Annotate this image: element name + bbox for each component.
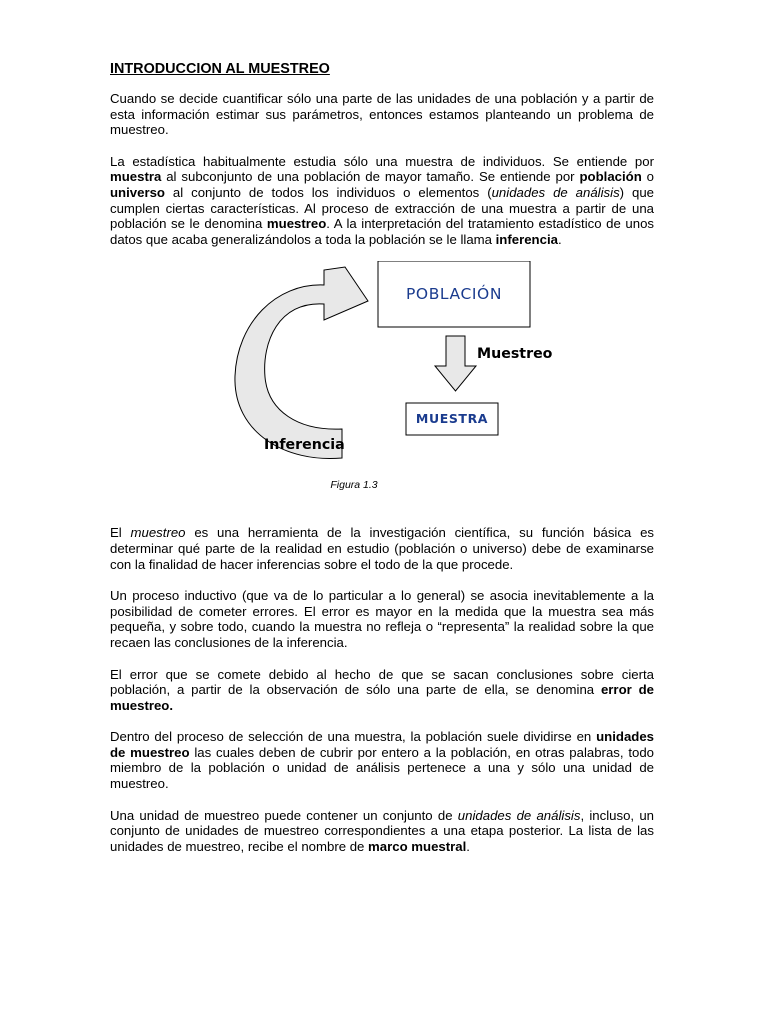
paragraph-7 [110, 808, 654, 855]
p3-term-muestreo: muestreo [130, 525, 186, 541]
paragraph-1: Cuando se decide cuantificar sólo una parte de las unidades de una población y a partir de esta información estimar sus parámetros, entonces estamos planteando un problema de muestreo. [110, 91, 654, 138]
p6-text-2: las cuales deben de cubrir por entero a la población, en otras palabras, todo miembro de la población o unidad de análisis pertenece a una y sólo una unidad de muestreo. [110, 744, 654, 792]
paragraph-4: Un proceso inductivo (que va de lo particular a lo general) se asocia inevitablemente a la posibilidad de cometer errores. El error es mayor en la medida que la muestra sea más pequeña, y sobre todo, cuando la muestra no refleja o “representa” la realidad sobre la que recaen las conclusiones de la inferencia. [110, 588, 654, 650]
p7-term-unidades-analisis: unidades de análisis [457, 807, 581, 823]
document-body [110, 61, 654, 870]
p2-text-6: . A la interpretación del tratamiento estadístico de unos datos que acaba generalizándolos a toda la población se le llama [110, 216, 654, 247]
p7-text-2: , incluso, un conjunto de unidades de muestreo correspondientes a una etapa posterior. La lista de las unidades de muestreo, recibe el nombre de [110, 807, 654, 854]
term-unidades-analisis: unidades de análisis [491, 184, 620, 200]
term-marco-muestral: marco muestral [368, 838, 467, 854]
p3-text-1: El [110, 525, 131, 541]
muestra-label: MUESTRA [415, 411, 489, 427]
paragraph-3 [110, 525, 654, 572]
paragraph-5 [110, 667, 654, 714]
paragraph-2 [110, 154, 654, 248]
p3-text-2: es una herramienta de la investigación científica, su función básica es determinar qué parte de la realidad en estudio (población o universo) debe de examinarse con la finalidad de hacer inferencias sobre el todo de la que procede. [110, 525, 655, 572]
p2-text-3: o [641, 169, 655, 185]
p6-text-1: Dentro del proceso de selección de una muestra, la población suele dividirse en [110, 729, 597, 745]
term-unidades-de-muestreo: unidades de muestreo [110, 729, 654, 760]
p5-text-1: El error que se comete debido al hecho de que se sacan conclusiones sobre cierta población, a partir de la observación de sólo una parte de ella, se denomina [110, 666, 654, 698]
term-inferencia: inferencia [495, 231, 558, 247]
term-universo: universo [110, 184, 165, 200]
p2-text-7: . [557, 231, 562, 247]
sampling-down-arrow [435, 336, 476, 391]
figure-caption: Figura 1.3 [330, 479, 378, 492]
inference-curved-arrow [235, 267, 368, 459]
p7-text-3: . [466, 838, 470, 854]
term-poblacion: población [579, 169, 642, 185]
p2-text-1: La estadística habitualmente estudia sólo una muestra de individuos. Se entiende por [110, 153, 654, 169]
term-muestra: muestra [110, 169, 162, 185]
muestreo-label: Muestreo [477, 346, 553, 363]
paragraph-6 [110, 729, 654, 791]
p7-text-1: Una unidad de muestreo puede contener un conjunto de [110, 807, 458, 823]
p2-text-5: ) que cumplen ciertas características. Al proceso de extracción de una muestra a partir de una población se le denomina [110, 184, 655, 232]
term-error-de-muestreo: error de muestreo. [110, 682, 654, 713]
document-title: INTRODUCCION AL MUESTREO [110, 61, 330, 77]
p2-text-2: al subconjunto de una población de mayor tamaño. Se entiende por [161, 169, 580, 185]
term-muestreo: muestreo [266, 216, 327, 232]
p2-text-4: al conjunto de todos los individuos o elementos ( [164, 184, 492, 200]
poblacion-label: POBLACIÓN [405, 285, 503, 304]
inferencia-label: Inferencia [264, 437, 345, 454]
figure-1-3 [110, 261, 654, 513]
